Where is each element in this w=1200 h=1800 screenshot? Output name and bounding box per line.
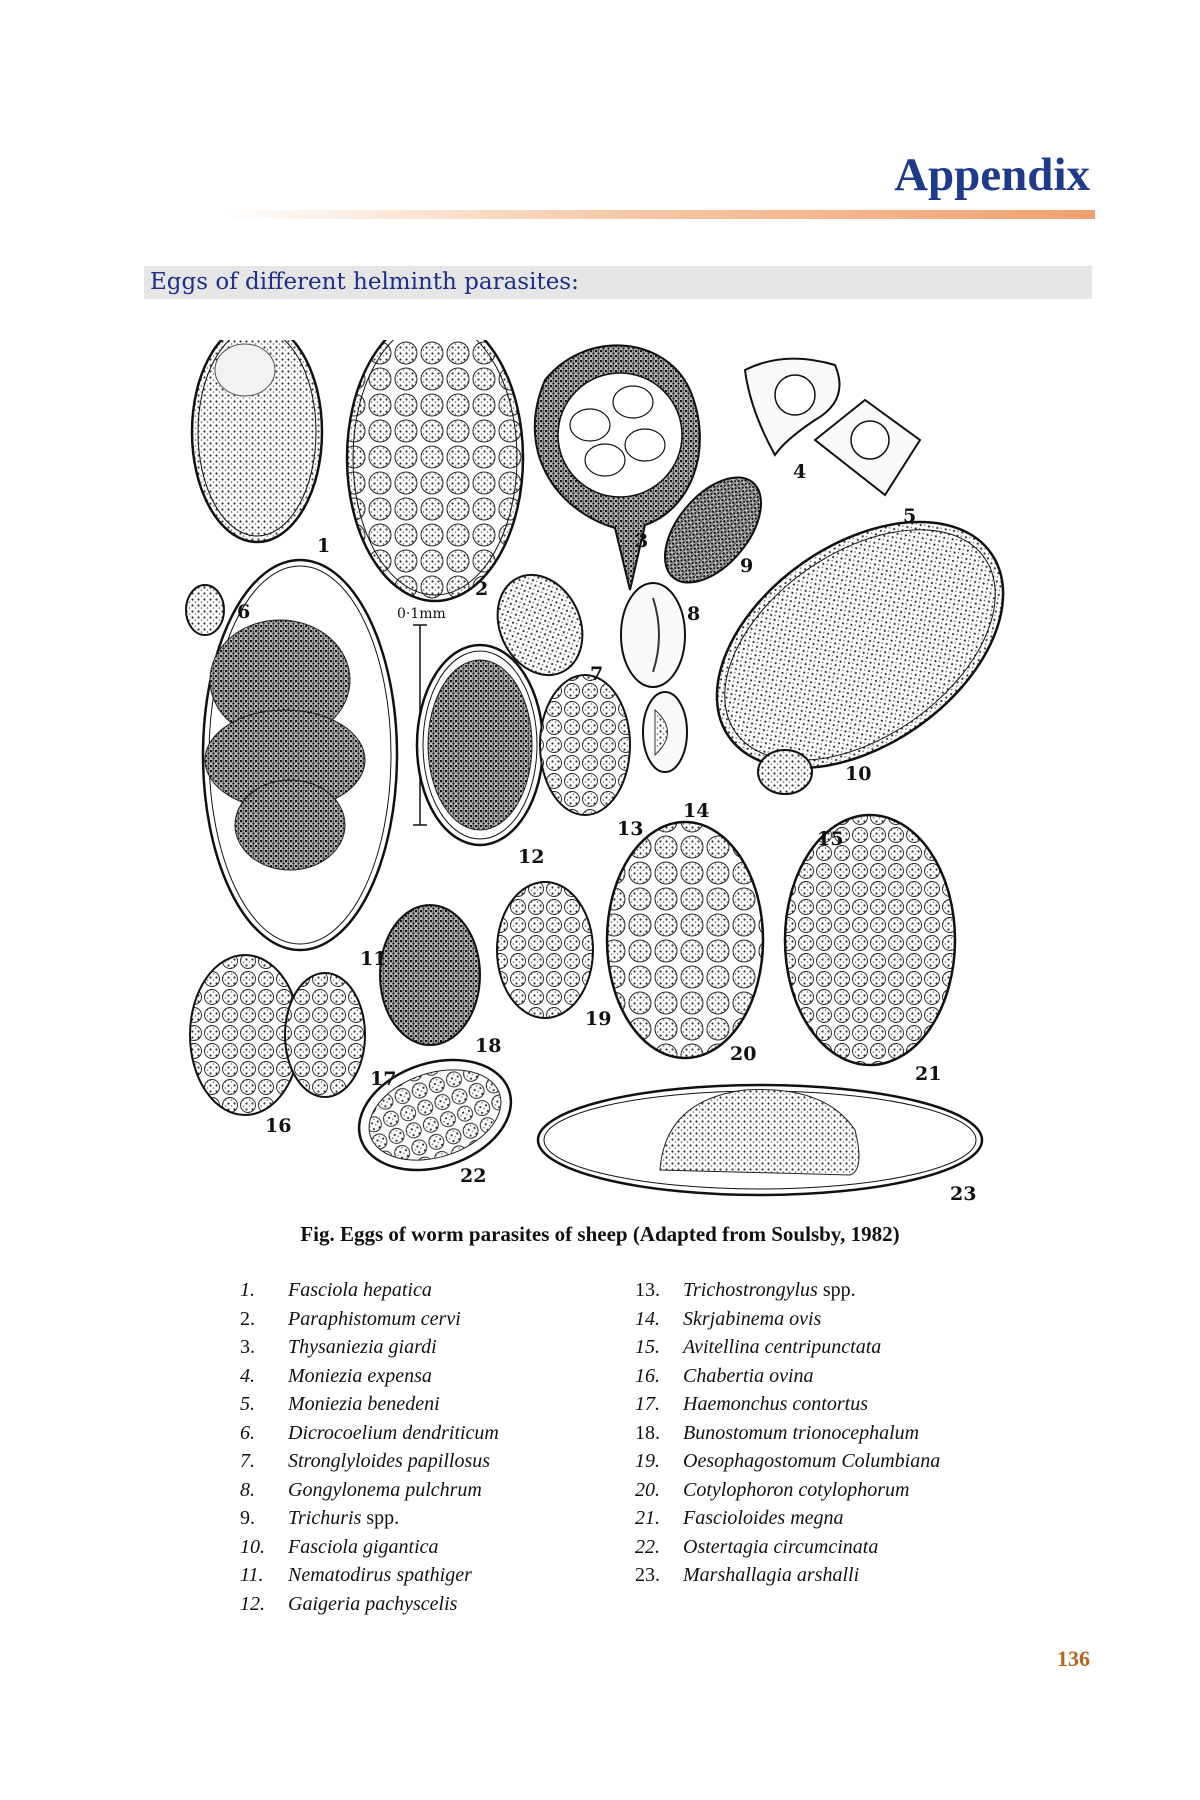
species-name — [683, 1504, 844, 1533]
species-number: 13. — [635, 1279, 660, 1301]
species-scientific-name: Cotylophoron cotylophorum — [683, 1478, 910, 1501]
egg-20 — [607, 822, 763, 1058]
species-name — [288, 1305, 461, 1334]
helminth-eggs-figure — [185, 340, 1045, 1220]
species-list-item — [635, 1447, 940, 1476]
section-title: Eggs of different helminth parasites: — [150, 269, 579, 295]
egg-label: 9 — [740, 555, 754, 577]
egg-label: 8 — [687, 603, 701, 625]
egg-14 — [643, 692, 687, 772]
egg-13 — [540, 675, 630, 815]
egg-label: 18 — [475, 1035, 502, 1057]
species-list-item — [240, 1276, 499, 1305]
species-name — [288, 1590, 457, 1619]
egg-11 — [203, 560, 397, 950]
egg-18 — [380, 905, 480, 1045]
egg-label: 19 — [585, 1008, 612, 1030]
egg-label: 6 — [237, 601, 251, 623]
species-scientific-name: Fascioloides megna — [683, 1507, 844, 1529]
page-number: 136 — [1057, 1646, 1090, 1671]
egg-label: 2 — [475, 578, 489, 600]
species-name — [288, 1419, 499, 1448]
species-number: 6. — [240, 1421, 255, 1444]
egg-label: 21 — [915, 1063, 942, 1085]
species-name — [288, 1333, 437, 1362]
species-list-item — [240, 1305, 499, 1334]
species-number: 12. — [240, 1592, 265, 1615]
species-name — [683, 1447, 940, 1476]
species-list-item — [240, 1590, 499, 1619]
egg-label: 1 — [317, 535, 331, 557]
species-list-item — [240, 1561, 499, 1590]
egg-8 — [621, 583, 685, 687]
egg-22 — [345, 1041, 526, 1188]
header-divider — [220, 210, 1095, 219]
egg-label: 17 — [370, 1068, 397, 1090]
species-list-right — [635, 1276, 940, 1590]
species-scientific-name: Avitellina centripunctata — [683, 1336, 882, 1358]
egg-2 — [347, 340, 523, 601]
species-list-item — [635, 1476, 940, 1505]
species-list-item — [635, 1362, 940, 1391]
species-scientific-name: Marshallagia arshalli — [683, 1564, 860, 1586]
egg-23 — [538, 1085, 982, 1195]
egg-19 — [497, 882, 593, 1018]
species-list-item — [240, 1362, 499, 1391]
species-number: 23. — [635, 1564, 660, 1586]
species-list-item — [240, 1390, 499, 1419]
species-scientific-name: Moniezia expensa — [288, 1364, 432, 1387]
species-list-item — [635, 1533, 940, 1562]
egg-label: 20 — [730, 1043, 757, 1065]
egg-label: 5 — [903, 505, 917, 527]
species-list-item — [635, 1390, 940, 1419]
species-list-item — [240, 1447, 499, 1476]
species-scientific-name: Haemonchus contortus — [683, 1393, 868, 1415]
species-scientific-name: Stronglyloides papillosus — [288, 1450, 491, 1472]
egg-label: 13 — [617, 818, 644, 840]
species-number: 18. — [635, 1421, 660, 1444]
species-number: 1. — [240, 1279, 255, 1301]
egg-12 — [417, 645, 543, 845]
egg-label: 14 — [683, 800, 710, 822]
species-scientific-name: Nematodirus spathiger — [288, 1564, 472, 1586]
species-name — [683, 1533, 878, 1562]
species-list-item — [635, 1419, 940, 1448]
egg-6 — [186, 585, 224, 635]
species-scientific-name: Moniezia benedeni — [288, 1393, 440, 1415]
species-name — [288, 1276, 432, 1305]
eggs-illustration — [185, 340, 1045, 1220]
species-number: 21. — [635, 1507, 660, 1529]
page-title: Appendix — [894, 149, 1090, 201]
egg-label: 12 — [518, 846, 545, 868]
species-number: 5. — [240, 1393, 255, 1415]
species-number: 11. — [240, 1564, 264, 1586]
species-name — [288, 1476, 482, 1505]
figure-caption: Fig. Eggs of worm parasites of sheep (Adapted from Soulsby, 1982) — [300, 1222, 900, 1246]
species-number: 14. — [635, 1307, 660, 1330]
species-number: 16. — [635, 1364, 660, 1387]
species-list-item — [240, 1333, 499, 1362]
egg-1 — [192, 340, 322, 542]
species-name — [683, 1276, 856, 1305]
egg-label: 7 — [590, 663, 604, 685]
species-scientific-name: Gongylonema pulchrum — [288, 1478, 482, 1501]
egg-label: 15 — [817, 828, 844, 850]
egg-17 — [285, 973, 365, 1097]
species-number: 9. — [240, 1507, 255, 1529]
species-number: 17. — [635, 1393, 660, 1415]
species-name — [683, 1561, 859, 1590]
species-scientific-name: Skrjabinema ovis — [683, 1307, 822, 1330]
species-list-item — [635, 1504, 940, 1533]
species-number: 7. — [240, 1450, 255, 1472]
species-list-item — [635, 1276, 940, 1305]
species-scientific-name: Oesophagostomum Columbiana — [683, 1450, 941, 1472]
species-number: 8. — [240, 1478, 255, 1501]
species-name — [683, 1333, 881, 1362]
species-scientific-name: Fasciola hepatica — [288, 1279, 432, 1301]
species-number: 2. — [240, 1307, 255, 1330]
species-scientific-name: Fasciola gigantica — [288, 1535, 439, 1558]
species-name — [683, 1476, 909, 1505]
egg-label: 10 — [845, 763, 872, 785]
species-list-item — [240, 1504, 499, 1533]
species-list-item — [635, 1333, 940, 1362]
section-heading-bar — [144, 266, 1092, 299]
egg-label: 4 — [793, 461, 807, 483]
species-suffix: spp. — [817, 1279, 856, 1301]
species-scientific-name: Trichuris — [288, 1507, 362, 1529]
egg-5 — [815, 400, 920, 495]
species-name — [683, 1419, 919, 1448]
species-scientific-name: Paraphistomum cervi — [288, 1307, 461, 1330]
species-list-left — [240, 1276, 499, 1618]
egg-21 — [785, 815, 955, 1065]
species-number: 20. — [635, 1478, 660, 1501]
egg-label: 3 — [635, 530, 649, 552]
species-number: 22. — [635, 1535, 660, 1558]
species-suffix: spp. — [361, 1507, 400, 1529]
species-scientific-name: Ostertagia circumcinata — [683, 1535, 879, 1558]
species-number: 19. — [635, 1450, 660, 1472]
species-list-item — [240, 1476, 499, 1505]
species-name — [683, 1362, 814, 1391]
species-list-item — [240, 1419, 499, 1448]
species-scientific-name: Dicrocoelium dendriticum — [288, 1421, 499, 1444]
species-scientific-name: Chabertia ovina — [683, 1364, 814, 1387]
egg-16 — [190, 955, 300, 1115]
species-name — [683, 1390, 868, 1419]
egg-label: 22 — [460, 1165, 487, 1187]
egg-label: 11 — [360, 948, 387, 970]
species-scientific-name: Bunostomum trionocephalum — [683, 1421, 920, 1444]
species-name — [288, 1362, 432, 1391]
species-scientific-name: Gaigeria pachyscelis — [288, 1592, 458, 1615]
species-list-item — [635, 1561, 940, 1590]
species-list-item — [240, 1533, 499, 1562]
species-scientific-name: Trichostrongylus — [683, 1279, 818, 1301]
species-number: 10. — [240, 1535, 265, 1558]
egg-label: 23 — [950, 1183, 977, 1205]
species-name — [288, 1561, 472, 1590]
species-list-item — [635, 1305, 940, 1334]
egg-label: 16 — [265, 1115, 292, 1137]
species-number: 3. — [240, 1336, 255, 1358]
species-name — [288, 1447, 490, 1476]
species-number: 15. — [635, 1336, 660, 1358]
species-name — [288, 1390, 440, 1419]
species-name — [288, 1504, 399, 1533]
species-name — [683, 1305, 821, 1334]
species-number: 4. — [240, 1364, 255, 1387]
species-scientific-name: Thysaniezia giardi — [288, 1336, 437, 1358]
species-name — [288, 1533, 439, 1562]
scale-label: 0·1mm — [397, 606, 446, 622]
egg-15 — [758, 750, 812, 794]
